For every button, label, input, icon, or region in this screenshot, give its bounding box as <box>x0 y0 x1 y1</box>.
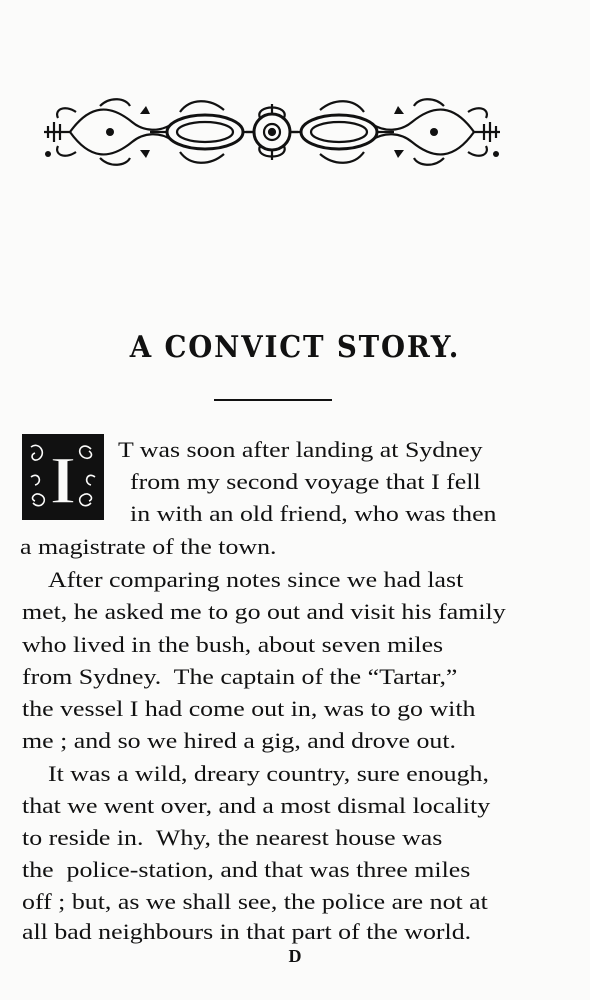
text-line: the vessel I had come out in, was to go with <box>22 696 476 721</box>
text-line: It was a wild, dreary country, sure enough, <box>48 761 489 786</box>
text-line: that we went over, and a most dismal locality <box>22 793 491 818</box>
chapter-title: A CONVICT STORY. <box>129 330 461 365</box>
text-line: met, he asked me to go out and visit his family <box>22 599 506 624</box>
text-line: the police-station, and that was three miles <box>22 857 471 882</box>
drop-cap-initial <box>22 434 104 520</box>
text-line: me ; and so we hired a gig, and drove out. <box>22 728 457 753</box>
text-line: from my second voyage that I fell <box>130 469 481 494</box>
text-line: all bad neighbours in that part of the world. <box>22 919 472 944</box>
decorative-headpiece-ornament <box>40 92 504 168</box>
text-line: a magistrate of the town. <box>20 534 277 559</box>
text-line: After comparing notes since we had last <box>48 567 464 592</box>
text-line: from Sydney. The captain of the “Tartar,” <box>22 664 458 689</box>
title-rule <box>214 399 332 401</box>
text-line: in with an old friend, who was then <box>130 501 497 526</box>
text-line: T was soon after landing at Sydney <box>118 437 483 462</box>
text-line: to reside in. Why, the nearest house was <box>22 825 443 850</box>
text-line: who lived in the bush, about seven miles <box>22 632 444 657</box>
signature-mark: D <box>288 946 302 966</box>
drop-cap-letter: I <box>49 442 77 517</box>
text-line: off ; but, as we shall see, the police are not at <box>22 889 488 914</box>
